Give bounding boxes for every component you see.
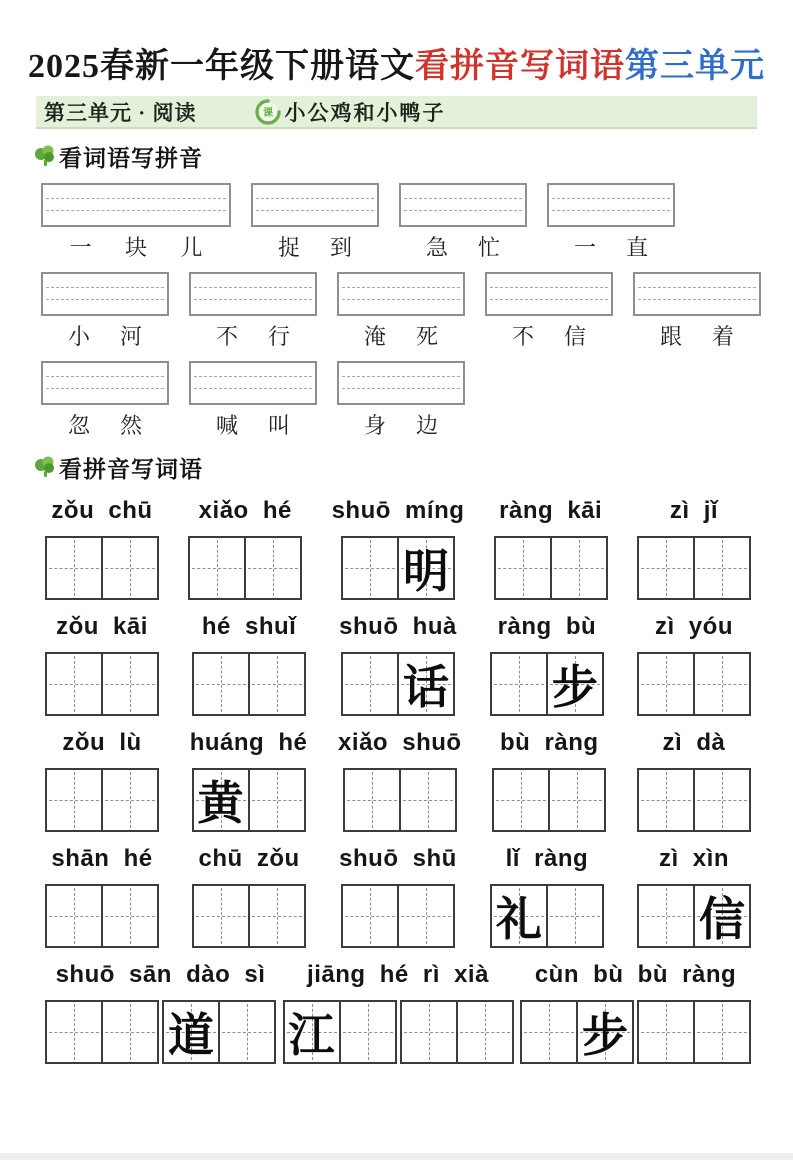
character-grid-box: [192, 652, 306, 716]
character-cell[interactable]: [548, 770, 604, 830]
character-cell[interactable]: [101, 1002, 157, 1062]
character-grid-box: [45, 884, 159, 948]
pinyin-to-word-item: [45, 845, 159, 948]
pinyin-prompt: shuō sān dào sì: [55, 961, 266, 988]
pinyin-writing-box[interactable]: [41, 272, 169, 316]
character-cell[interactable]: [639, 1002, 693, 1062]
character-cell[interactable]: [693, 1002, 749, 1062]
word-character: 忽: [67, 413, 90, 438]
character-grid-box: [45, 1000, 159, 1064]
section1-heading-label: 看词语写拼音: [59, 146, 203, 171]
pinyin-row: [41, 272, 793, 351]
word-character: 到: [329, 235, 352, 260]
character-cell[interactable]: [47, 770, 101, 830]
character-grid-box: [162, 1000, 276, 1064]
word-label: [337, 409, 465, 440]
character-cell[interactable]: [639, 770, 693, 830]
pinyin-prompt: chū zǒu: [198, 845, 300, 872]
pinyin-writing-box[interactable]: [189, 272, 317, 316]
character-cell[interactable]: [285, 1002, 339, 1062]
character-cell[interactable]: [397, 886, 453, 946]
word-character: 叫: [267, 413, 290, 438]
word-character: 一: [573, 235, 596, 260]
character-grid-box: [283, 1000, 397, 1064]
character-grid-box: [490, 884, 604, 948]
character-cell[interactable]: [456, 1002, 512, 1062]
character-grid-box: [343, 768, 457, 832]
pinyin-to-word-item: [188, 497, 302, 600]
character-cell[interactable]: [339, 1002, 395, 1062]
prefilled-character: 步: [551, 662, 598, 713]
pinyin-to-word-row: [45, 961, 751, 1064]
character-grid-group: [637, 884, 751, 948]
pinyin-writing-box[interactable]: [189, 361, 317, 405]
pinyin-prompt: xiǎo hé: [198, 497, 292, 524]
character-grid-box: [492, 768, 606, 832]
pinyin-prompt: cùn bù bù ràng: [534, 961, 737, 988]
pinyin-prompt: zì xìn: [658, 845, 729, 872]
pinyin-to-word-item: [45, 613, 159, 716]
word-label: [337, 320, 465, 351]
word-character: 信: [563, 324, 586, 349]
pinyin-prompt: ràng bù: [497, 613, 597, 640]
prefilled-character: 步: [582, 1010, 628, 1061]
character-cell[interactable]: [343, 538, 397, 598]
character-cell[interactable]: [397, 654, 453, 714]
pinyin-word-group: [485, 272, 613, 351]
pinyin-word-group: [399, 183, 527, 262]
word-label: [41, 320, 169, 351]
character-cell[interactable]: [47, 654, 101, 714]
word-character: 块: [124, 235, 147, 260]
pinyin-writing-section: [41, 183, 793, 440]
pinyin-to-word-item: [339, 845, 457, 948]
word-character: 着: [711, 324, 734, 349]
pinyin-prompt: zǒu kāi: [56, 613, 148, 640]
character-cell[interactable]: [546, 654, 602, 714]
pinyin-to-word-item: [492, 729, 606, 832]
section1-heading: [34, 140, 793, 173]
character-writing-section: [0, 497, 793, 1064]
prefilled-character: 礼: [495, 894, 542, 945]
pinyin-to-word-row: [45, 845, 751, 948]
pinyin-prompt: zǒu chū: [51, 497, 153, 524]
word-character: 一: [69, 235, 92, 260]
word-label: [189, 320, 317, 351]
pinyin-to-word-item: [637, 497, 751, 600]
character-grid-box: [637, 884, 751, 948]
pinyin-writing-box[interactable]: [337, 272, 465, 316]
title-course-part: 2025春新一年级下册语文: [28, 48, 415, 85]
character-grid-group: [45, 536, 159, 600]
character-grid-group: [341, 884, 455, 948]
character-cell[interactable]: [101, 654, 157, 714]
prefilled-character: 黄: [197, 778, 244, 829]
pinyin-word-group: [41, 361, 169, 440]
pinyin-row: [41, 183, 793, 262]
pinyin-to-word-row: [45, 613, 751, 716]
pinyin-word-group: [189, 272, 317, 351]
prefilled-character: 明: [402, 546, 449, 597]
pinyin-prompt: xiǎo shuō: [338, 729, 462, 756]
character-cell[interactable]: [345, 770, 399, 830]
character-grid-box: [341, 884, 455, 948]
word-character: 河: [119, 324, 142, 349]
pinyin-word-group: [251, 183, 379, 262]
character-grid-group: [45, 884, 159, 948]
character-cell[interactable]: [194, 654, 248, 714]
word-label: [41, 231, 231, 262]
pinyin-prompt: shuō shū: [339, 845, 457, 872]
pinyin-prompt: shān hé: [51, 845, 153, 872]
pinyin-to-word-item: [45, 961, 276, 1064]
character-cell[interactable]: [546, 886, 602, 946]
prefilled-character: 话: [402, 662, 449, 713]
pinyin-prompt: zì dà: [662, 729, 726, 756]
character-grid-group: [45, 768, 159, 832]
character-grid-box: [188, 536, 302, 600]
character-cell[interactable]: [101, 538, 157, 598]
pinyin-to-word-item: [520, 961, 751, 1064]
character-cell[interactable]: [164, 1002, 218, 1062]
word-label: [399, 231, 527, 262]
pinyin-to-word-item: [283, 961, 514, 1064]
character-cell[interactable]: [496, 538, 550, 598]
character-grid-group: [192, 884, 306, 948]
character-grid-box: [341, 536, 455, 600]
pinyin-to-word-item: [490, 613, 604, 716]
pinyin-word-group: [337, 361, 465, 440]
pinyin-prompt: zì yóu: [654, 613, 733, 640]
prefilled-character: 道: [168, 1010, 214, 1061]
character-cell[interactable]: [550, 538, 606, 598]
pinyin-to-word-item: [332, 497, 465, 600]
word-character: 行: [267, 324, 290, 349]
word-character: 直: [625, 235, 648, 260]
pinyin-to-word-item: [490, 845, 604, 948]
character-cell[interactable]: [693, 654, 749, 714]
character-cell[interactable]: [522, 1002, 576, 1062]
character-cell[interactable]: [248, 654, 304, 714]
pinyin-to-word-item: [190, 729, 308, 832]
word-label: [189, 409, 317, 440]
pinyin-prompt: ràng kāi: [499, 497, 603, 524]
character-cell[interactable]: [397, 538, 453, 598]
character-grid-box: [45, 768, 159, 832]
pinyin-prompt: jiāng hé rì xià: [307, 961, 489, 988]
title-topic-part: 看拼音写词语: [415, 48, 625, 85]
word-character: 跟: [659, 324, 682, 349]
character-cell[interactable]: [494, 770, 548, 830]
unit-label: 第三单元 · 阅读: [44, 100, 197, 125]
pinyin-to-word-row: [45, 729, 751, 832]
character-cell[interactable]: [101, 770, 157, 830]
character-cell[interactable]: [190, 538, 244, 598]
pinyin-word-group: [41, 183, 231, 262]
character-cell[interactable]: [244, 538, 300, 598]
character-grid-group: [637, 768, 751, 832]
pinyin-prompt: lǐ ràng: [505, 845, 589, 872]
word-character: 身: [363, 413, 386, 438]
pinyin-to-word-row: [45, 497, 751, 600]
character-grid-box: [192, 768, 306, 832]
word-label: [41, 409, 169, 440]
word-label: [547, 231, 675, 262]
section2-heading-label: 看拼音写词语: [59, 457, 203, 482]
word-character: 不: [215, 324, 238, 349]
pinyin-writing-box[interactable]: [485, 272, 613, 316]
title-unit-part: 第三单元: [625, 48, 765, 85]
pinyin-to-word-item: [494, 497, 608, 600]
pinyin-writing-box[interactable]: [41, 361, 169, 405]
pinyin-prompt: huáng hé: [189, 729, 308, 756]
pinyin-to-word-item: [637, 729, 751, 832]
word-character: 急: [425, 235, 448, 260]
pinyin-to-word-item: [192, 845, 306, 948]
pinyin-writing-box[interactable]: [251, 183, 379, 227]
character-grid-group: [520, 1000, 751, 1064]
word-character: 淹: [363, 324, 386, 349]
character-cell[interactable]: [576, 1002, 632, 1062]
lesson-badge-icon: [255, 99, 281, 125]
pinyin-word-group: [633, 272, 761, 351]
character-cell[interactable]: [47, 538, 101, 598]
pinyin-prompt: shuō míng: [331, 497, 465, 524]
pinyin-word-group: [189, 361, 317, 440]
pinyin-prompt: zǒu lù: [62, 729, 142, 756]
lesson-title: 小公鸡和小鸭子: [284, 100, 446, 125]
word-character: 忙: [477, 235, 500, 260]
pinyin-to-word-item: [637, 613, 751, 716]
pinyin-to-word-item: [45, 497, 159, 600]
pinyin-writing-box[interactable]: [41, 183, 231, 227]
prefilled-character: 信: [698, 894, 745, 945]
character-cell[interactable]: [399, 770, 455, 830]
prefilled-character: 江: [288, 1010, 335, 1061]
pinyin-prompt: zì jǐ: [669, 497, 719, 524]
character-cell[interactable]: [639, 886, 693, 946]
unit-banner: [36, 96, 757, 129]
character-grid-group: [343, 768, 457, 832]
character-grid-box: [637, 536, 751, 600]
pinyin-word-group: [547, 183, 675, 262]
word-character: 不: [511, 324, 534, 349]
pinyin-writing-box[interactable]: [633, 272, 761, 316]
section2-heading: [34, 451, 793, 484]
pinyin-writing-box[interactable]: [399, 183, 527, 227]
pinyin-writing-box[interactable]: [337, 361, 465, 405]
character-grid-box: [637, 652, 751, 716]
pinyin-to-word-item: [45, 729, 159, 832]
character-grid-box: [637, 768, 751, 832]
svg-text:课: 课: [262, 107, 273, 119]
character-cell[interactable]: [248, 770, 304, 830]
character-cell[interactable]: [47, 1002, 101, 1062]
word-label: [485, 320, 613, 351]
pinyin-word-group: [41, 272, 169, 351]
character-grid-box: [490, 652, 604, 716]
character-grid-group: [492, 768, 606, 832]
character-grid-group: [494, 536, 608, 600]
character-cell[interactable]: [101, 886, 157, 946]
pinyin-word-group: [337, 272, 465, 351]
word-character: 捉: [277, 235, 300, 260]
character-grid-group: [45, 652, 159, 716]
character-grid-group: [490, 652, 604, 716]
character-cell[interactable]: [693, 538, 749, 598]
character-cell[interactable]: [194, 886, 248, 946]
pinyin-prompt: shuō huà: [339, 613, 457, 640]
character-cell[interactable]: [402, 1002, 456, 1062]
character-grid-group: [45, 1000, 276, 1064]
character-cell[interactable]: [194, 770, 248, 830]
character-grid-group: [192, 652, 306, 716]
pinyin-to-word-item: [637, 845, 751, 948]
pinyin-row: [41, 361, 793, 440]
tree-icon: [34, 145, 56, 169]
pinyin-prompt: bù ràng: [500, 729, 599, 756]
word-character: 喊: [215, 413, 238, 438]
character-grid-group: [341, 536, 455, 600]
character-cell[interactable]: [639, 654, 693, 714]
word-label: [251, 231, 379, 262]
word-character: 儿: [180, 235, 203, 260]
character-cell[interactable]: [693, 886, 749, 946]
character-grid-box: [45, 536, 159, 600]
character-cell[interactable]: [639, 538, 693, 598]
character-grid-box: [637, 1000, 751, 1064]
character-grid-group: [192, 768, 306, 832]
character-cell[interactable]: [343, 654, 397, 714]
pinyin-to-word-item: [192, 613, 306, 716]
character-cell[interactable]: [248, 886, 304, 946]
character-cell[interactable]: [218, 1002, 274, 1062]
pinyin-to-word-item: [338, 729, 462, 832]
character-grid-group: [283, 1000, 514, 1064]
character-grid-group: [188, 536, 302, 600]
tree-icon: [34, 456, 56, 480]
character-grid-box: [400, 1000, 514, 1064]
character-grid-box: [192, 884, 306, 948]
footer-strip: [0, 1153, 793, 1160]
character-grid-group: [637, 652, 751, 716]
character-grid-group: [490, 884, 604, 948]
character-grid-group: [637, 536, 751, 600]
pinyin-writing-box[interactable]: [547, 183, 675, 227]
character-grid-box: [520, 1000, 634, 1064]
pinyin-prompt: hé shuǐ: [201, 613, 297, 640]
page-title: [0, 38, 793, 87]
word-character: 然: [119, 413, 142, 438]
word-character: 边: [415, 413, 438, 438]
character-cell[interactable]: [343, 886, 397, 946]
character-cell[interactable]: [492, 654, 546, 714]
word-character: 小: [67, 324, 90, 349]
character-grid-group: [341, 652, 455, 716]
character-grid-box: [45, 652, 159, 716]
pinyin-to-word-item: [339, 613, 457, 716]
character-cell[interactable]: [693, 770, 749, 830]
word-character: 死: [415, 324, 438, 349]
character-cell[interactable]: [492, 886, 546, 946]
character-cell[interactable]: [47, 886, 101, 946]
word-label: [633, 320, 761, 351]
character-grid-box: [494, 536, 608, 600]
character-grid-box: [341, 652, 455, 716]
